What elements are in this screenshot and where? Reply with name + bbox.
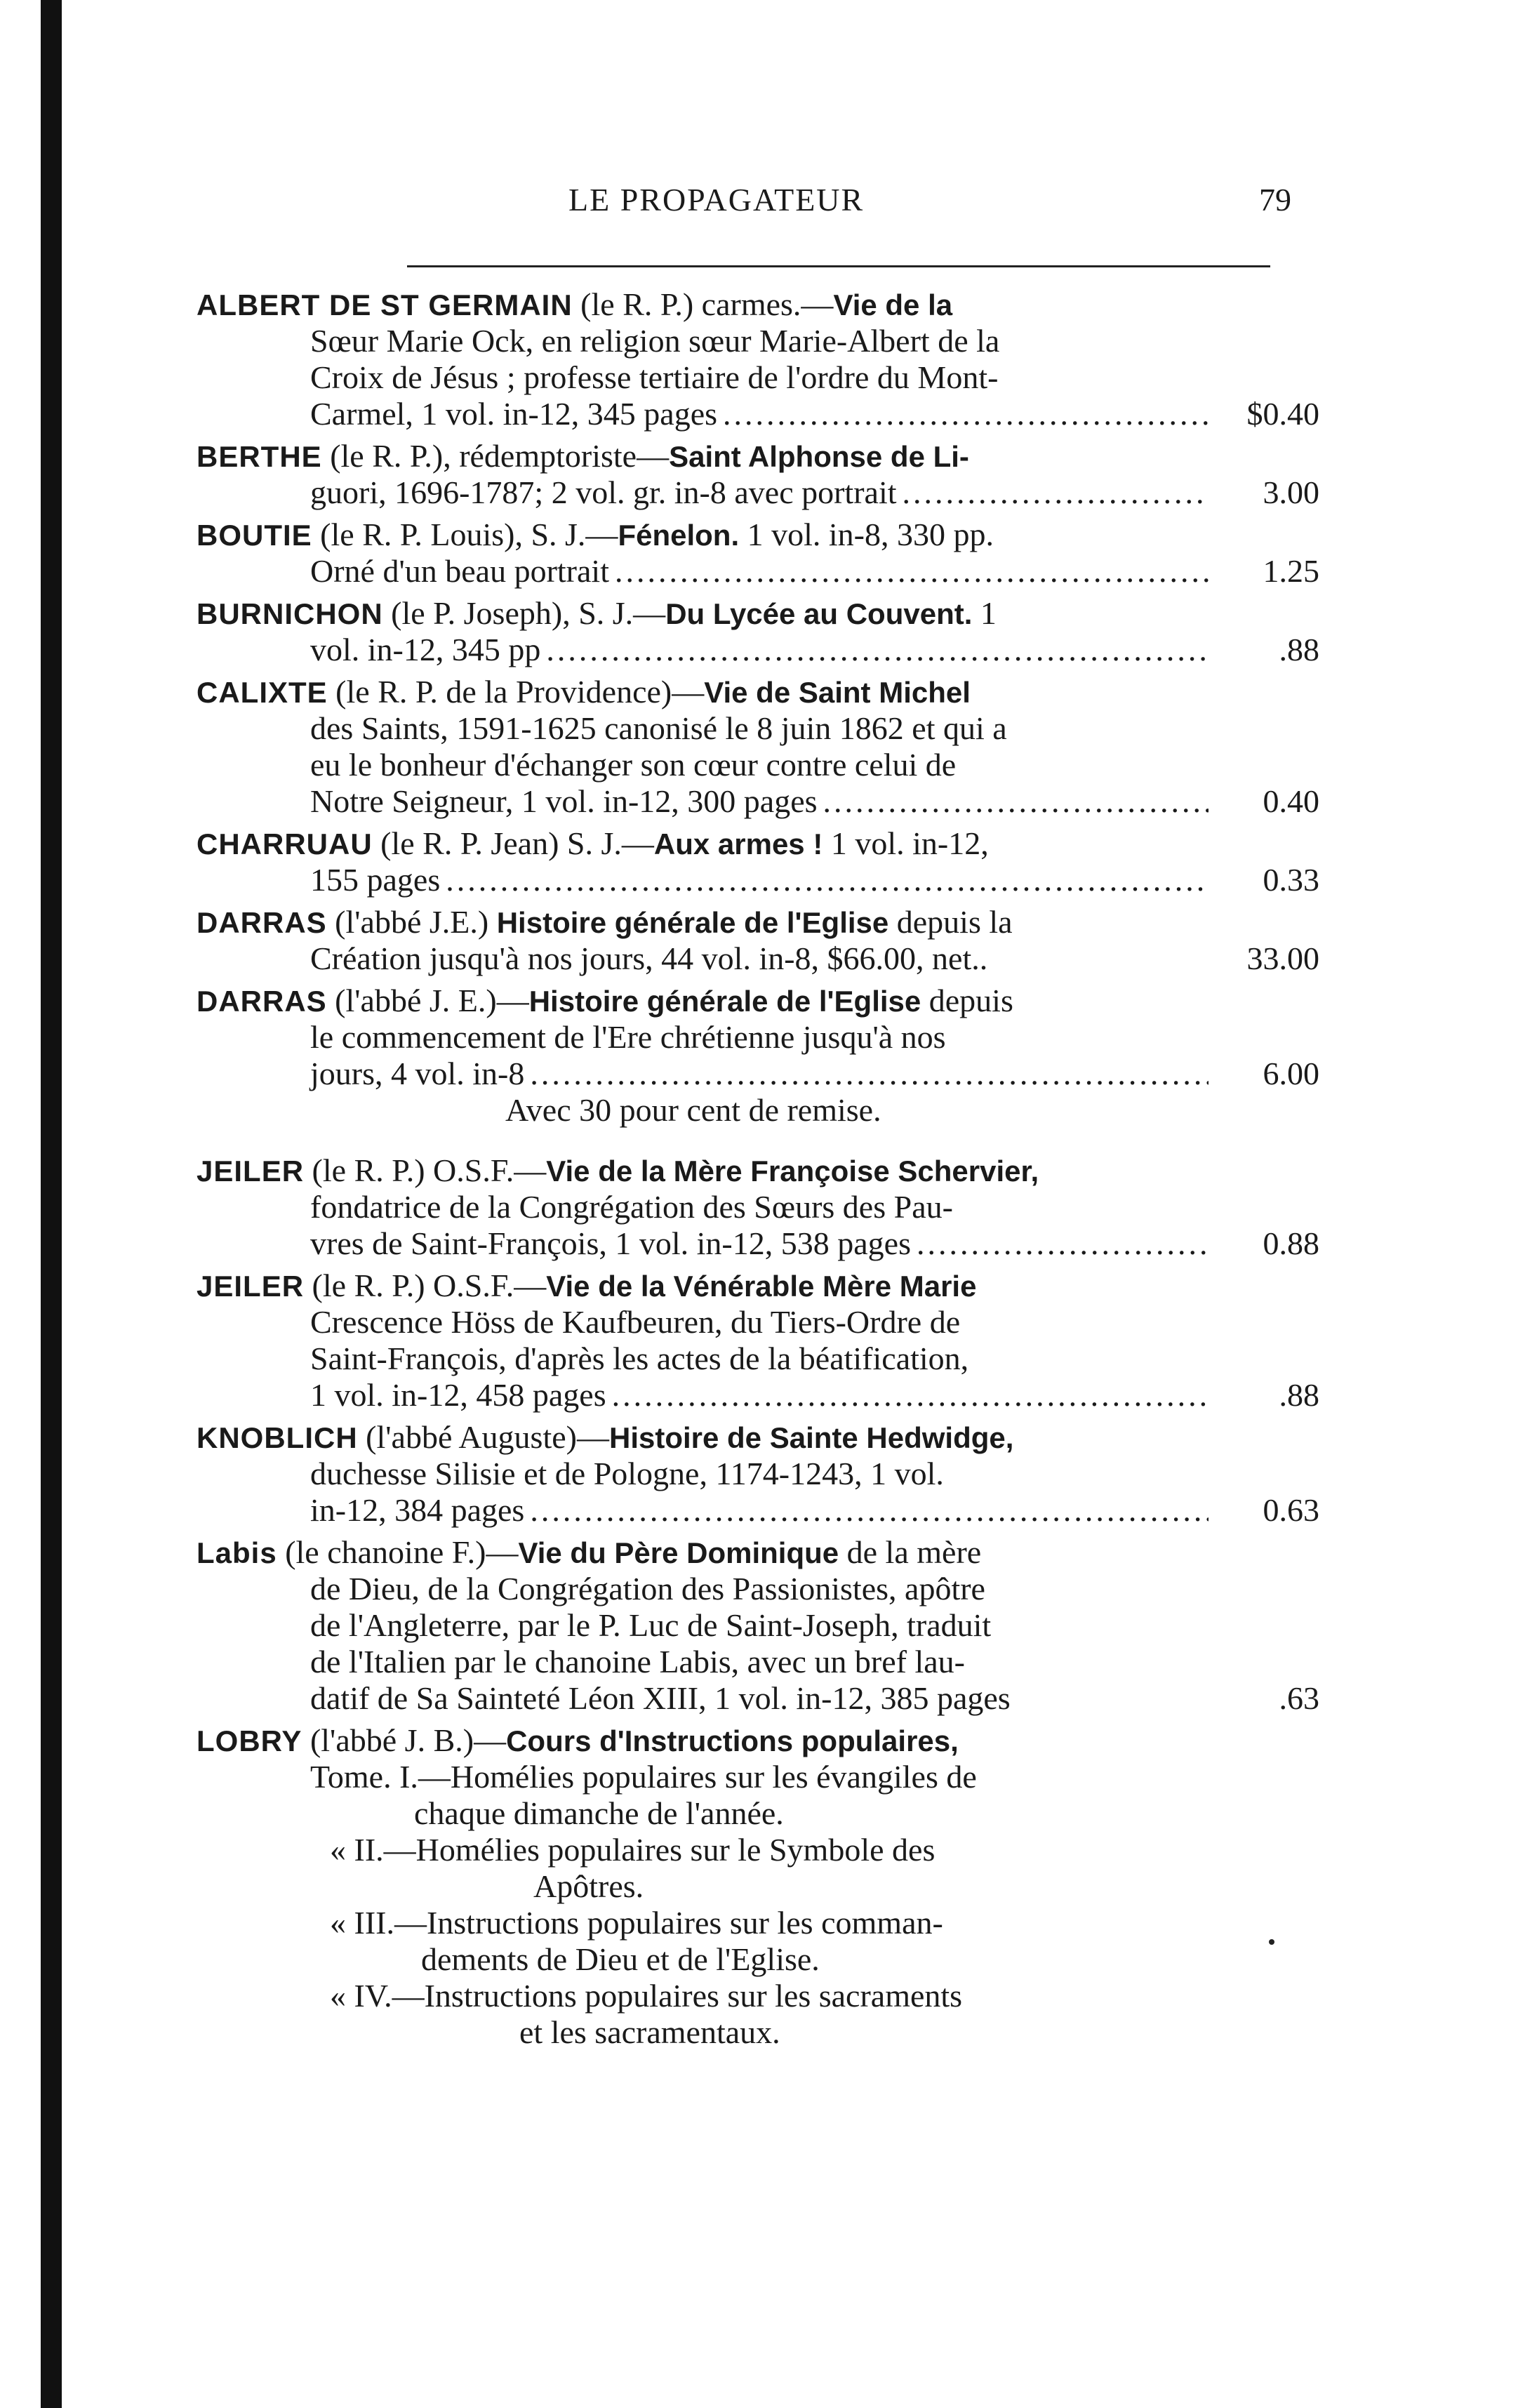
author-name: BOUTIE: [197, 519, 312, 552]
page-header: [211, 181, 1291, 232]
page-number: 79: [1259, 182, 1291, 218]
catalogue-entry: JEILER (le R. P.) O.S.F.—Vie de la Vénérable Mère Marie Crescence Höss de Kaufbeuren, du Tiers-Ordre de Saint-François, d'après les actes de la béatification, 1 vol. in-12, 458 pages ..... .88: [197, 1268, 1319, 1413]
catalogue-entry: ALBERT DE ST GERMAIN (le R. P.) carmes.—Vie de la Sœur Marie Ock, en religion sœur Marie-Albert de la Croix de Jésus ; professe tertiaire de l'ordre du Mont- Carmel, 1 vol. in-12, 345 pages ..... $0.40: [197, 286, 1319, 432]
catalogue-entry: DARRAS (l'abbé J. E.)—Histoire générale de l'Eglise depuis le commencement de l'Ere chrétienne jusqu'à nos jours, 4 vol. in-8 ..... 6.00 Avec 30 pour cent de remise.: [197, 983, 1319, 1129]
page-binding-edge: [41, 0, 62, 2408]
price: 0.63: [1263, 1492, 1319, 1528]
catalogue-entry: CHARRUAU (le R. P. Jean) S. J.—Aux armes ! 1 vol. in-12, 155 pages ..... 0.33: [197, 825, 1319, 898]
author-name: Labis: [197, 1536, 277, 1569]
author-name: DARRAS: [197, 985, 327, 1018]
price: .88: [1279, 632, 1319, 667]
catalogue-entry: CALIXTE (le R. P. de la Providence)—Vie de Saint Michel des Saints, 1591-1625 canonisé le 8 juin 1862 et qui a eu le bonheur d'échanger son cœur contre celui de Notre Seigneur, 1 vol. in-12, 300 pages ..... 0.40: [197, 674, 1319, 820]
book-title: Vie de la Mère Françoise Schervier,: [546, 1155, 1039, 1188]
ink-speck: [1269, 1939, 1274, 1945]
price: 3.00: [1263, 474, 1319, 510]
book-title: Fénelon.: [618, 519, 740, 552]
price: 0.40: [1263, 783, 1319, 819]
author-name: CHARRUAU: [197, 827, 373, 860]
catalogue-entry: BURNICHON (le P. Joseph), S. J.—Du Lycée au Couvent. 1 vol. in-12, 345 pp ..... .88: [197, 595, 1319, 668]
volume-line: Tome. I.—Homélies populaires sur les évangiles de: [310, 1759, 977, 1795]
catalogue-entry: BOUTIE (le R. P. Louis), S. J.—Fénelon. 1 vol. in-8, 330 pp. Orné d'un beau portrait ..... 1.25: [197, 517, 1319, 590]
book-title: Vie du Père Dominique: [518, 1536, 839, 1569]
discount-note: Avec 30 pour cent de remise.: [505, 1092, 881, 1128]
book-title: Cours d'Instructions populaires,: [506, 1724, 959, 1757]
book-title: Vie de la Vénérable Mère Marie: [546, 1270, 977, 1303]
price: 33.00: [1246, 940, 1319, 976]
price: 0.88: [1263, 1225, 1319, 1261]
catalogue-entry: JEILER (le R. P.) O.S.F.—Vie de la Mère Françoise Schervier, fondatrice de la Congrégation des Sœurs des Pau- vres de Saint-François, 1 vol. in-12, 538 pages ..... 0.88: [197, 1152, 1319, 1262]
catalogue-entry: KNOBLICH (l'abbé Auguste)—Histoire de Sainte Hedwidge, duchesse Silisie et de Pologne, 1174-1243, 1 vol. in-12, 384 pages ..... 0.63: [197, 1419, 1319, 1529]
price: $0.40: [1246, 396, 1319, 432]
catalogue-entry: DARRAS (l'abbé J.E.) Histoire générale de l'Eglise depuis la Création jusqu'à nos jours, 44 vol. in-8, $66.00, net.. 33.00: [197, 904, 1319, 976]
price: 6.00: [1263, 1056, 1319, 1091]
author-name: LOBRY: [197, 1724, 302, 1757]
book-title: Vie de la: [833, 288, 953, 321]
catalogue-entry: Labis (le chanoine F.)—Vie du Père Dominique de la mère de Dieu, de la Congrégation des Passionistes, apôtre de l'Angleterre, par le P. Luc de Saint-Joseph, traduit de l'Italien par le chanoine Labis, avec un bref lau- datif de Sa Sainteté Léon XIII, 1 vol. in-12, 385 pages .63: [197, 1534, 1319, 1716]
book-title: Histoire de Sainte Hedwidge,: [608, 1421, 1014, 1454]
book-title: Histoire générale de l'Eglise: [528, 985, 921, 1018]
book-title: Du Lycée au Couvent.: [665, 597, 973, 630]
volume-line: « III.—Instructions populaires sur les comman-: [330, 1905, 943, 1941]
catalogue-entries: [197, 286, 1319, 2056]
author-name: JEILER: [197, 1270, 305, 1303]
book-title: Vie de Saint Michel: [704, 676, 971, 709]
author-name: DARRAS: [197, 906, 327, 939]
price: 0.33: [1263, 862, 1319, 898]
author-name: KNOBLICH: [197, 1421, 358, 1454]
volume-line: « IV.—Instructions populaires sur les sacraments: [330, 1978, 963, 2014]
catalogue-entry: BERTHE (le R. P.), rédemptoriste—Saint Alphonse de Li- guori, 1696-1787; 2 vol. gr. in-8 avec portrait ..... 3.00: [197, 438, 1319, 511]
author-name: BURNICHON: [197, 597, 383, 630]
author-name: JEILER: [197, 1155, 305, 1188]
author-name: CALIXTE: [197, 676, 328, 709]
header-rule: [407, 265, 1270, 267]
book-title: Aux armes !: [653, 827, 823, 860]
book-title: Histoire générale de l'Eglise: [496, 906, 889, 939]
volume-line: « II.—Homélies populaires sur le Symbole des: [330, 1832, 936, 1868]
price: .88: [1279, 1377, 1319, 1413]
book-title: Saint Alphonse de Li-: [669, 440, 969, 473]
author-name: ALBERT DE ST GERMAIN: [197, 288, 573, 321]
author-name: BERTHE: [197, 440, 322, 473]
price: .63: [1279, 1680, 1319, 1716]
running-title: LE PROPAGATEUR: [568, 182, 865, 218]
price: 1.25: [1263, 553, 1319, 589]
catalogue-entry: LOBRY (l'abbé J. B.)—Cours d'Instructions populaires, Tome. I.—Homélies populaires sur les évangiles de chaque dimanche de l'année. « II.—Homélies populaires sur le Symbole des Apôtres. « III.—Instructions populaires sur les comman- dements de Dieu et de l'Eglise. « IV.—Instructions populaires sur les sacraments et les sacramentaux.: [197, 1722, 1319, 2051]
